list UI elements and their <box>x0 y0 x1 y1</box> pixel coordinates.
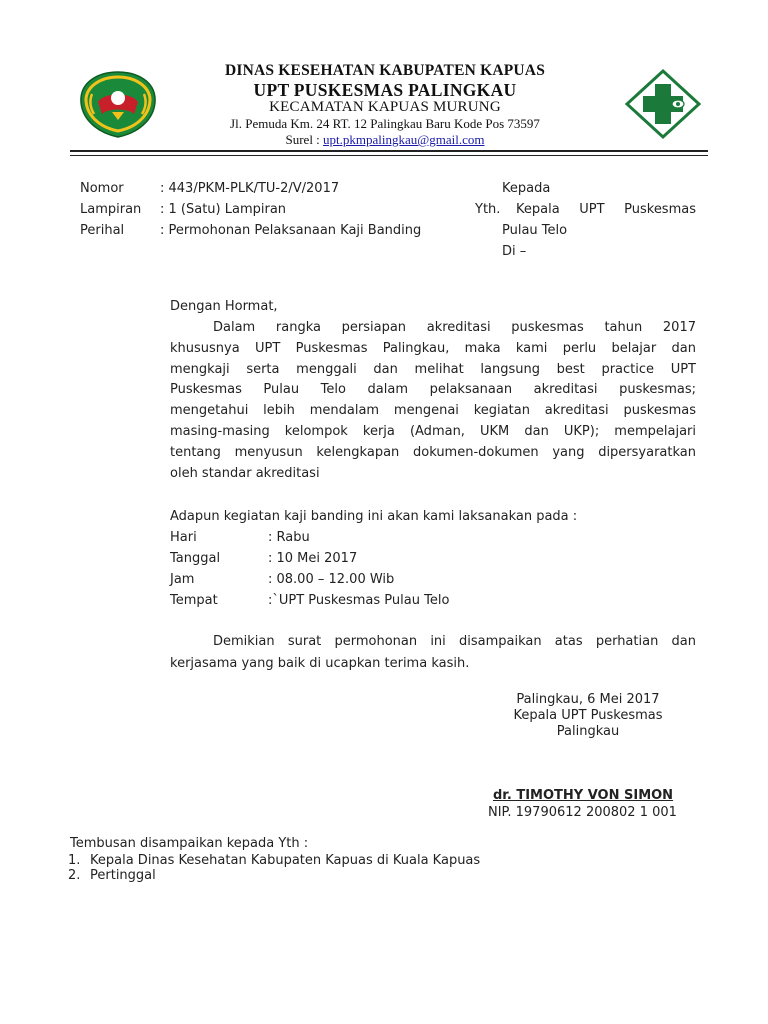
para1-line: khususnya UPT Puskesmas Palingkau, maka kami perlu belajar dan <box>170 341 696 356</box>
meta-label-lampiran: Lampiran <box>80 202 142 217</box>
meta-value-lampiran: : 1 (Satu) Lampiran <box>160 202 287 217</box>
recipient-line2: Pulau Telo <box>502 223 568 238</box>
email-label: Surel : <box>285 132 324 147</box>
schedule-intro: Adapun kegiatan kaji banding ini akan kami laksanakan pada : <box>170 509 578 524</box>
signatory-nip: NIP. 19790612 200802 1 001 <box>488 805 677 820</box>
meta-label-perihal: Perihal <box>80 223 125 238</box>
agency-title: DINAS KESEHATAN KABUPATEN KAPUAS <box>224 62 546 79</box>
schedule-label-hari: Hari <box>170 530 197 545</box>
org-title: UPT PUSKESMAS PALINGKAU <box>253 80 517 100</box>
signature-place-date: Palingkau, 6 Mei 2017 <box>516 692 660 707</box>
para1-line: oleh standar akreditasi <box>170 466 320 481</box>
schedule-value-tanggal: : 10 Mei 2017 <box>268 551 358 566</box>
meta-value-perihal: : Permohonan Pelaksanaan Kaji Banding <box>160 223 422 238</box>
letterhead-rule-thick <box>70 150 708 152</box>
para1-line: Dalam rangka persiapan akreditasi puskesmas tahun 2017 <box>213 320 696 335</box>
email-link[interactable]: upt.pkmpalingkau@gmail.com <box>323 132 485 147</box>
puskesmas-cross-icon <box>623 68 703 140</box>
cc-item-num: 1. <box>68 853 81 868</box>
closing-line: Demikian surat permohonan ini disampaikan atas perhatian dan <box>213 634 696 649</box>
signatory-name: dr. TIMOTHY VON SIMON <box>493 788 674 803</box>
recipient-kepada: Kepada <box>502 181 551 196</box>
salutation: Dengan Hormat, <box>170 299 278 314</box>
schedule-label-tanggal: Tanggal <box>170 551 221 566</box>
meta-label-nomor: Nomor <box>80 181 124 196</box>
para1-line: mengetahui lebih mendalam mengenai kegiatan akreditasi puskesmas <box>170 403 696 418</box>
letterhead-rule-thin <box>70 155 708 156</box>
puskesmas-logo <box>623 68 703 140</box>
cc-item-text: Kepala Dinas Kesehatan Kabupaten Kapuas di Kuala Kapuas <box>90 853 481 868</box>
regency-logo <box>78 68 158 140</box>
recipient-word: UPT <box>579 202 605 217</box>
para1-line: tentang menyusun kelengkapan dokumen-dokumen yang dipersyaratkan <box>170 445 696 460</box>
email-line <box>170 132 600 148</box>
cc-item-num: 2. <box>68 868 81 883</box>
regency-emblem-icon <box>78 68 158 140</box>
schedule-value-hari: : Rabu <box>268 530 310 545</box>
para1-line: Puskesmas Pulau Telo dalam pelaksanaan akreditasi puskesmas; <box>170 382 696 397</box>
meta-value-nomor: : 443/PKM-PLK/TU-2/V/2017 <box>160 181 340 196</box>
schedule-label-jam: Jam <box>170 572 195 587</box>
closing-line: kerjasama yang baik di ucapkan terima kasih. <box>170 656 470 671</box>
recipient-line1 <box>516 202 696 217</box>
recipient-word: Puskesmas <box>624 202 696 217</box>
recipient-word: Kepala <box>516 202 560 217</box>
address-line: Jl. Pemuda Km. 24 RT. 12 Palingkau Baru Kode Pos 73597 <box>230 116 540 131</box>
para1-line: masing-masing kelompok kerja (Adman, UKM dan UKP); mempelajari <box>170 424 696 439</box>
schedule-label-tempat: Tempat <box>170 593 218 608</box>
cc-item-text: Pertinggal <box>90 868 156 883</box>
district-title: KECAMATAN KAPUAS MURUNG <box>269 99 501 115</box>
recipient-yth: Yth. <box>475 202 501 217</box>
schedule-value-tempat: :`UPT Puskesmas Pulau Telo <box>268 593 450 608</box>
schedule-value-jam: : 08.00 – 12.00 Wib <box>268 572 395 587</box>
signature-position-place: Palingkau <box>556 724 620 739</box>
cc-title: Tembusan disampaikan kepada Yth : <box>70 836 309 851</box>
para1-line: mengkaji serta menggali dan melihat langsung best practice UPT <box>170 362 696 377</box>
recipient-line3: Di – <box>502 244 527 259</box>
signature-position: Kepala UPT Puskesmas <box>513 708 663 723</box>
